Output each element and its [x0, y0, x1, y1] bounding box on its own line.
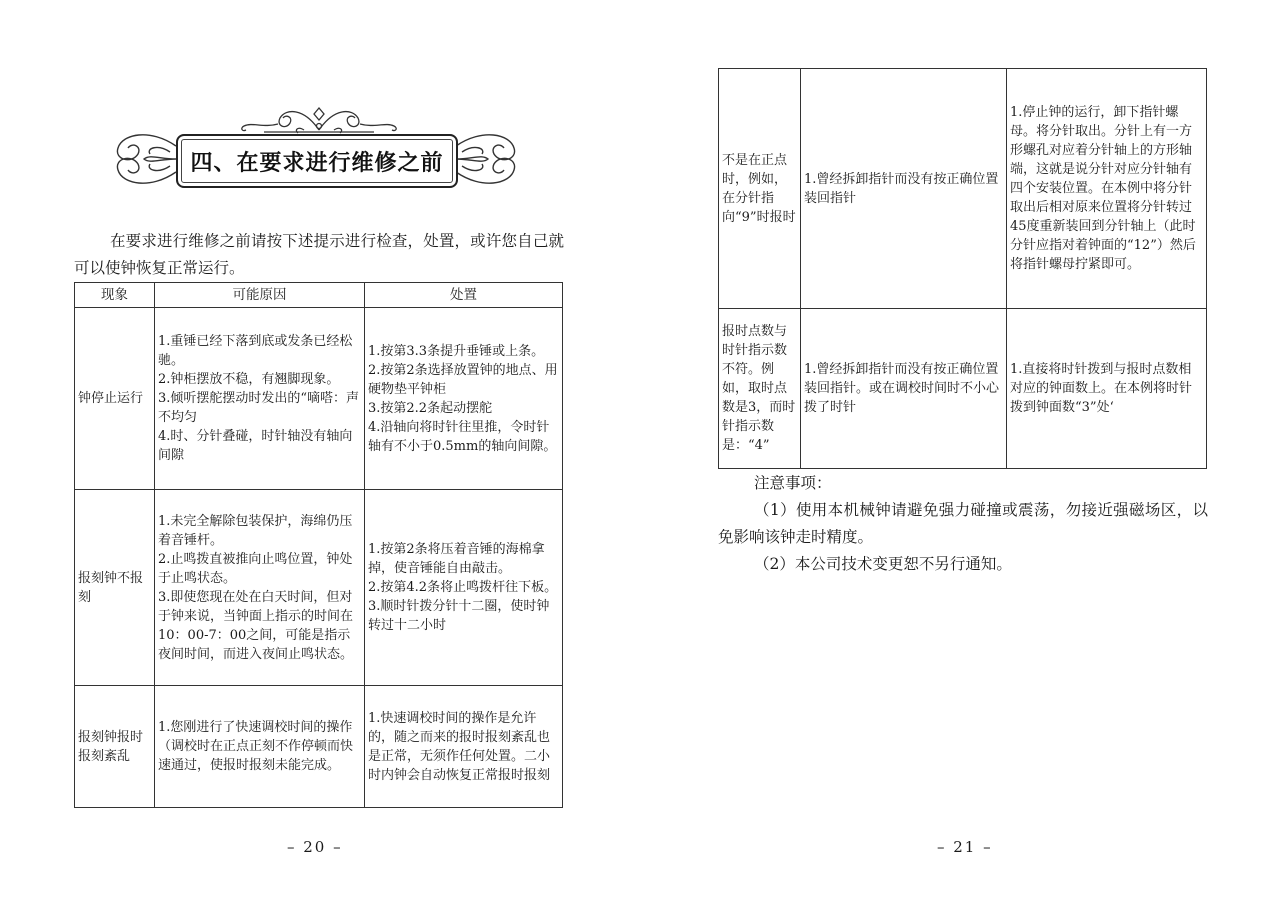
symptom-cell: 钟停止运行 [75, 308, 155, 490]
column-header-symptom: 现象 [75, 283, 155, 308]
table-row [75, 686, 563, 808]
action-item: 3.顺时针拨分针十二圈，使时钟转过十二小时 [368, 599, 550, 633]
note-item: （2）本公司技术变更恕不另行通知。 [754, 555, 1012, 573]
action-item: 1.按第3.3条提升垂锤或上条。 [368, 343, 545, 359]
page-number: – 20 – [287, 838, 343, 856]
note-item: （1）使用本机械钟请避免强力碰撞或震荡，勿接近强磁场区，以免影响该钟走时精度。 [718, 501, 1208, 546]
cause-item: 1.曾经拆卸指针而没有按正确位置装回指针 [804, 171, 999, 206]
cause-item: 1.曾经拆卸指针而没有按正确位置装回指针。或在调校时间时不小心拨了时针 [804, 362, 1000, 415]
cause-item: 2.止鸣拨直被推向止鸣位置，钟处于止鸣状态。 [158, 551, 353, 586]
cause-cell [155, 308, 365, 490]
symptom-cell: 不是在正点时，例如，在分针指向“9”时报时 [719, 69, 801, 309]
cause-cell [801, 69, 1007, 309]
table-row [719, 69, 1207, 309]
action-item: 1.停止钟的运行，卸下指针螺母。将分针取出。分针上有一方形螺孔对应着分针轴上的方形轴端，这就是说分针对应分针轴有四个安装位置。在本例中将分针取出后相对原来位置将分针转过45度重新装回到分针轴上（此时分针应指对着钟面的“12”）然后将指针螺母拧紧即可。 [1010, 105, 1196, 272]
cause-cell [801, 309, 1007, 469]
cause-item: 1.您刚进行了快速调校时间的操作（调校时在正点正刻不作停顿而快速通过，使报时报刻未能完成。 [158, 720, 354, 773]
action-cell [365, 490, 563, 686]
action-item: 4.沿轴向将时针往里推，令时针轴有不小于0.5mm的轴向间隙。 [368, 419, 557, 454]
section-heading [110, 126, 522, 196]
table-row [75, 490, 563, 686]
troubleshooting-table-continued [718, 68, 1207, 469]
symptom-cell: 报时点数与时针指示数不符。例如，取时点数是3，而时针指示数是：“4” [719, 309, 801, 469]
cause-cell [155, 686, 365, 808]
troubleshooting-table [74, 282, 563, 808]
symptom-cell: 报刻钟不报刻 [75, 490, 155, 686]
action-item: 2.按第2条选择放置钟的地点、用硬物垫平钟柜 [368, 362, 558, 397]
cause-item: 1.重锤已经下落到底或发条已经松驰。 [158, 334, 353, 368]
table-header-row [75, 283, 563, 308]
cause-item: 3.倾听摆舵摆动时发出的“嘀嗒：声不均匀 [158, 391, 360, 425]
column-header-cause: 可能原因 [155, 283, 365, 308]
notes-section [718, 470, 1208, 578]
right-page [640, 0, 1280, 900]
action-item: 3.按第2.2条起动摆舵 [368, 400, 493, 416]
symptom-cell: 报刻钟报时报刻紊乱 [75, 686, 155, 808]
action-cell [365, 686, 563, 808]
cause-item: 4.时、分针叠碰，时针轴没有轴向间隙 [158, 429, 353, 463]
action-cell [1007, 69, 1207, 309]
action-item: 1.直接将时针拨到与报时点数相对应的钟面数上。在本例将时针拨到钟面数“3”处‘ [1010, 362, 1193, 415]
cause-item: 1.未完全解除包装保护，海绵仍压着音锤杆。 [158, 513, 353, 548]
action-item: 2.按第4.2条将止鸣拨杆往下板。 [368, 580, 558, 595]
notes-title: 注意事项： [754, 474, 832, 492]
cause-item: 2.钟柜摆放不稳，有翘脚现象。 [158, 372, 340, 387]
heading-title: 四、在要求进行维修之前 [176, 134, 458, 188]
table-row [719, 309, 1207, 469]
table-row [75, 308, 563, 490]
action-item: 1.快速调校时间的操作是允许的，随之而来的报时报刻紊乱也是正常，无须作任何处置。二小时内钟会自动恢复正常报时报刻 [368, 710, 551, 783]
column-header-action: 处置 [365, 283, 563, 308]
cause-item: 3.即使您现在处在白天时间，但对于钟来说，当钟面上指示的时间在10：00-7：00之间，可能是指示夜间时间，而进入夜间止鸣状态。 [158, 589, 354, 662]
intro-paragraph: 在要求进行维修之前请按下述提示进行检查，处置，或许您自己就可以使钟恢复正常运行。 [74, 232, 564, 277]
action-cell [365, 308, 563, 490]
action-item: 1.按第2条将压着音锤的海棉拿掉，使音锤能自由敲击。 [368, 542, 545, 576]
cause-cell [155, 490, 365, 686]
action-cell [1007, 309, 1207, 469]
page-number: – 21 – [937, 838, 993, 856]
